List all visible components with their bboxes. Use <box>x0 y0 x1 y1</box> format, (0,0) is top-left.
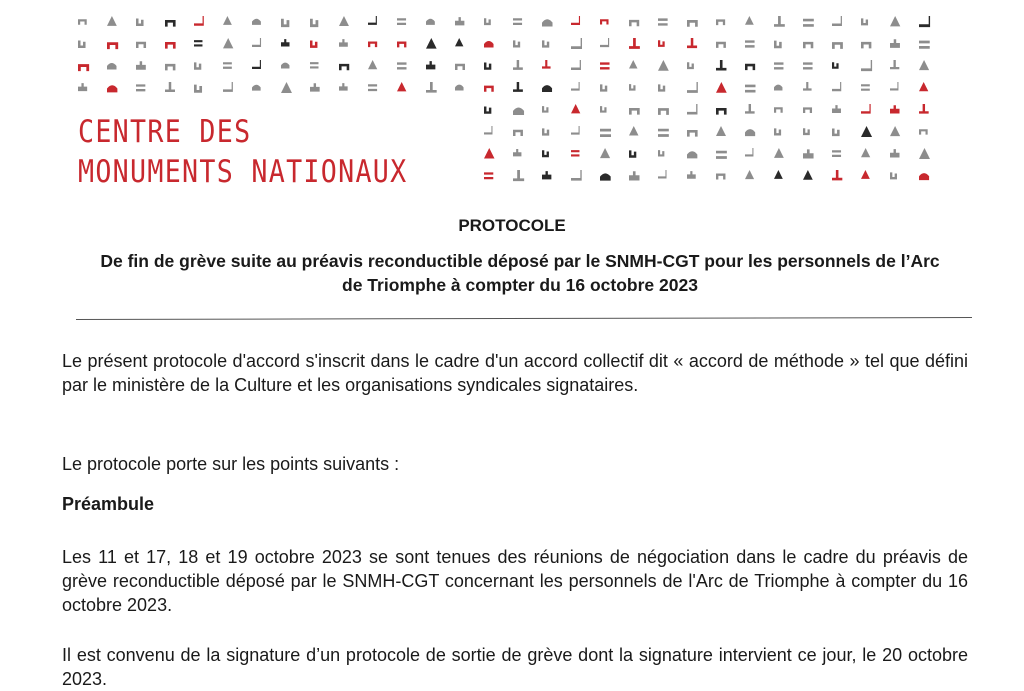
monument-glyph <box>600 84 607 91</box>
monument-glyph <box>484 86 494 92</box>
monument-glyph <box>687 104 697 114</box>
monument-glyph <box>745 170 754 179</box>
monument-glyph <box>687 130 698 137</box>
monument-glyph <box>107 16 117 26</box>
monument-glyph <box>426 19 435 25</box>
monument-glyph <box>687 38 697 48</box>
monument-glyph <box>223 62 232 69</box>
monument-glyph <box>832 62 839 69</box>
monument-glyph <box>571 82 580 91</box>
monument-glyph <box>919 173 929 180</box>
monument-glyph <box>455 17 464 25</box>
monument-glyph <box>136 19 144 27</box>
monument-glyph <box>658 129 669 137</box>
monument-glyph <box>600 38 609 47</box>
monument-glyph <box>658 108 669 115</box>
monument-glyph <box>397 42 406 48</box>
monument-glyph <box>629 126 638 135</box>
monument-glyph <box>919 82 928 91</box>
monument-glyph <box>542 85 552 92</box>
monument-glyph <box>803 82 812 91</box>
monument-glyph <box>890 60 899 69</box>
monument-glyph <box>774 41 782 49</box>
monument-glyph <box>310 83 320 91</box>
monument-glyph <box>861 84 870 91</box>
monument-glyph <box>223 82 233 92</box>
monument-glyph <box>107 63 116 70</box>
monument-glyph <box>861 126 872 137</box>
monument-glyph <box>455 85 464 91</box>
monument-glyph <box>78 41 86 49</box>
monument-glyph <box>107 85 117 92</box>
monument-glyph <box>658 150 664 156</box>
monument-glyph <box>658 170 667 179</box>
monument-glyph <box>919 129 928 134</box>
monument-glyph <box>513 130 523 136</box>
monument-glyph <box>774 128 781 135</box>
monument-glyph <box>687 151 697 158</box>
monument-glyph <box>832 82 841 91</box>
monument-glyph <box>803 62 813 69</box>
monument-glyph <box>890 16 900 26</box>
monument-glyph <box>339 39 348 47</box>
monument-glyph <box>716 174 725 180</box>
monument-glyph <box>107 42 118 49</box>
monument-glyph <box>368 16 377 25</box>
logo-line-1: CENTRE DES <box>78 114 252 150</box>
monument-glyph <box>890 105 900 113</box>
monument-glyph <box>832 105 841 113</box>
intro-paragraph: Le présent protocole d'accord s'inscrit dans le cadre d'un accord collectif dit « accord de méthode » tel que défini par le ministère de la Culture et les organisations syndicales signataires. <box>62 351 968 395</box>
monument-glyph <box>745 16 754 25</box>
monument-glyph <box>629 84 636 91</box>
monument-glyph <box>687 171 696 179</box>
monument-glyph <box>426 61 435 69</box>
logo-title <box>78 112 413 192</box>
monument-glyph <box>600 148 610 158</box>
monument-glyph <box>745 40 755 47</box>
monument-glyph <box>716 42 726 48</box>
monument-glyph <box>890 126 900 136</box>
monument-glyph <box>542 40 549 47</box>
monument-glyph <box>861 18 868 25</box>
monument-glyph <box>368 60 377 69</box>
monument-glyph <box>223 16 232 25</box>
monument-glyph <box>194 62 201 69</box>
monument-glyph <box>136 84 145 91</box>
monument-glyph <box>687 82 698 93</box>
monument-glyph <box>716 108 727 115</box>
monument-glyph <box>745 129 755 136</box>
monument-glyph <box>832 150 841 157</box>
monument-glyph <box>252 60 261 69</box>
document-subheading: De fin de grève suite au préavis reconductible déposé par le SNMH-CGT pour les personnels de l’Arc de Triomphe à compter du 16 octobre 2023 <box>100 251 940 295</box>
monument-glyph <box>658 84 665 91</box>
monument-glyph <box>281 19 289 27</box>
monument-glyph <box>542 106 548 112</box>
monument-glyph <box>919 104 929 114</box>
monument-glyph <box>571 170 582 181</box>
monument-glyph <box>745 85 756 93</box>
monument-glyph <box>832 42 843 49</box>
monument-glyph <box>78 19 87 24</box>
monument-glyph <box>658 40 665 47</box>
monument-glyph <box>397 18 406 25</box>
monument-glyph <box>513 170 524 181</box>
monument-glyph <box>542 60 551 69</box>
monument-glyph <box>571 150 579 156</box>
monument-glyph <box>484 148 494 158</box>
monument-glyph <box>252 19 261 25</box>
monument-glyph <box>919 16 930 27</box>
monument-glyph <box>890 39 900 48</box>
monument-glyph <box>861 148 870 157</box>
monument-glyph <box>745 104 755 114</box>
monument-glyph <box>542 171 551 179</box>
monument-glyph <box>165 20 176 27</box>
monument-glyph <box>832 129 840 137</box>
monument-glyph <box>484 62 491 69</box>
monument-glyph <box>919 148 930 159</box>
monument-glyph <box>223 38 233 48</box>
monument-glyph <box>890 149 899 157</box>
monument-glyph <box>513 149 521 156</box>
monument-glyph <box>629 108 640 115</box>
monument-glyph <box>629 150 636 157</box>
monument-glyph <box>774 62 783 69</box>
monument-glyph <box>861 60 872 71</box>
monument-glyph <box>310 62 318 68</box>
monument-glyph <box>339 16 349 26</box>
monument-glyph <box>78 83 87 91</box>
monument-glyph <box>571 60 581 70</box>
monument-glyph <box>600 129 611 137</box>
monument-glyph <box>571 38 582 49</box>
monument-glyph <box>774 107 783 112</box>
monument-glyph <box>310 19 318 27</box>
monument-glyph <box>600 106 607 113</box>
monument-glyph <box>78 64 89 71</box>
monument-glyph <box>861 42 871 48</box>
monument-glyph <box>629 60 637 68</box>
monument-glyph <box>368 41 377 47</box>
monument-glyph <box>571 104 580 113</box>
monument-glyph <box>165 64 175 71</box>
monument-glyph <box>136 61 146 70</box>
monument-glyph <box>774 170 783 179</box>
monument-glyph <box>426 38 437 49</box>
monument-glyph <box>513 40 520 47</box>
monument-glyph <box>310 40 317 47</box>
monument-glyph <box>136 42 146 48</box>
monument-glyph <box>716 126 726 136</box>
monument-glyph <box>774 85 782 91</box>
monument-glyph <box>890 82 898 90</box>
monument-glyph <box>281 39 290 46</box>
monument-glyph <box>513 82 523 92</box>
monument-glyph <box>658 18 668 25</box>
monument-glyph <box>455 38 463 46</box>
monument-glyph <box>165 82 175 92</box>
monument-glyph <box>803 128 810 135</box>
monument-glyph <box>484 41 494 48</box>
monument-glyph <box>194 16 204 26</box>
monument-glyph <box>542 128 549 135</box>
monument-glyph <box>919 41 930 49</box>
monument-glyph <box>339 83 348 91</box>
monument-glyph <box>600 173 611 180</box>
monument-glyph <box>252 38 261 47</box>
monument-glyph <box>803 149 814 158</box>
monument-glyph <box>281 82 292 93</box>
monument-glyph <box>600 19 609 24</box>
monument-glyph <box>890 172 897 179</box>
monument-glyph <box>629 20 639 26</box>
monument-glyph <box>803 19 814 27</box>
monument-glyph <box>774 148 784 158</box>
agreement-paragraph: Il est convenu de la signature d’un protocole de sortie de grève dont la signature intervient ce jour, le 20 octobre 2023. <box>62 645 968 689</box>
monument-glyph <box>252 85 261 91</box>
monument-glyph <box>484 106 491 113</box>
monument-glyph <box>542 150 549 157</box>
logo-line-2: MONUMENTS NATIONAUX <box>78 154 408 190</box>
monument-glyph <box>803 42 813 48</box>
monument-glyph <box>600 62 610 69</box>
monument-glyph <box>658 60 669 71</box>
monument-glyph <box>484 126 492 134</box>
monument-glyph <box>716 82 727 93</box>
monument-glyph <box>832 170 842 180</box>
monument-glyph <box>861 104 871 114</box>
monument-glyph <box>687 20 698 27</box>
monument-glyph <box>687 62 694 69</box>
monument-glyph <box>455 64 465 70</box>
monument-glyph <box>745 148 753 156</box>
monument-glyph <box>832 16 842 26</box>
monument-glyph <box>194 85 202 93</box>
monument-glyph <box>339 64 349 70</box>
monument-glyph <box>629 171 639 180</box>
divider-line <box>76 317 972 320</box>
monument-glyph <box>803 107 812 113</box>
monument-glyph <box>513 107 524 115</box>
document-heading: PROTOCOLE <box>458 216 566 235</box>
preamble-paragraph: Les 11 et 17, 18 et 19 octobre 2023 se sont tenues des réunions de négociation dans le cadre du préavis de grève reconductible déposé par le SNMH-CGT concernant les personnels de l'Arc de Triomphe à compter du 16 octobre 2023. <box>62 547 968 615</box>
monument-glyph <box>513 60 523 70</box>
monument-glyph <box>397 82 406 91</box>
monument-glyph <box>803 170 813 180</box>
monument-glyph <box>774 16 785 27</box>
monument-glyph <box>194 40 202 46</box>
monument-glyph <box>484 172 493 179</box>
monument-glyph <box>571 126 580 135</box>
monument-glyph <box>716 19 725 25</box>
monument-glyph <box>571 16 580 25</box>
preamble-title: Préambule <box>62 494 155 514</box>
monument-glyph <box>397 62 407 69</box>
monument-glyph <box>542 19 553 26</box>
monument-glyph <box>368 84 377 91</box>
points-intro: Le protocole porte sur les points suivants : <box>62 454 400 474</box>
monument-glyph <box>629 38 640 49</box>
monument-glyph <box>716 60 726 70</box>
monument-glyph <box>165 42 176 49</box>
monument-glyph <box>716 151 727 159</box>
monument-glyph <box>513 18 522 25</box>
monument-glyph <box>281 63 289 69</box>
monument-glyph <box>919 60 929 70</box>
monument-glyph <box>426 82 437 93</box>
monument-glyph <box>484 18 491 25</box>
monument-glyph <box>745 64 755 70</box>
monument-glyph <box>861 170 870 179</box>
